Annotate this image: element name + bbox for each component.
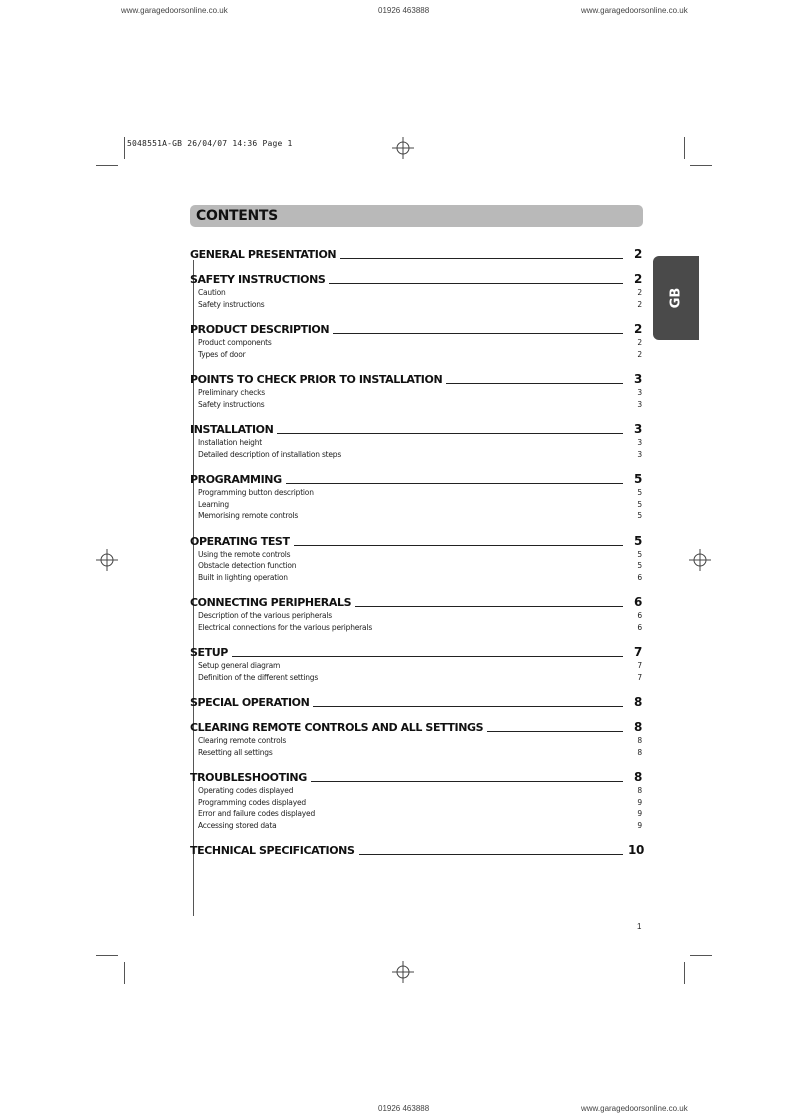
toc-subsection-label: Setup general diagram: [198, 661, 281, 670]
print-slug: 5048551A-GB 26/04/07 14:36 Page 1: [127, 139, 293, 148]
toc-subsection-page: 3: [637, 449, 642, 459]
toc-section-heading[interactable]: [190, 271, 642, 286]
toc-subsection-page: 2: [637, 288, 642, 297]
toc-subsection-page: 5: [637, 488, 642, 497]
crop-mark: [684, 962, 685, 984]
toc-leader-line: [277, 432, 623, 434]
toc-subsection-item[interactable]: [190, 623, 642, 635]
toc-subsection-item[interactable]: [190, 350, 642, 362]
toc-subsection-label: Programming button description: [198, 488, 314, 497]
toc-subsection-item[interactable]: [190, 786, 642, 798]
toc-section-heading[interactable]: [190, 644, 642, 659]
registration-mark-icon: [392, 137, 414, 159]
header-website-left: www.garagedoorsonline.co.uk: [121, 6, 228, 15]
crop-mark: [124, 962, 125, 984]
toc-subsection-page: 3: [637, 399, 642, 409]
toc-section-page: 2: [634, 322, 642, 336]
toc-subsection-item[interactable]: [190, 450, 642, 462]
toc-subsection-label: Accessing stored data: [198, 820, 277, 830]
toc-section-heading[interactable]: [190, 769, 642, 784]
toc-leader-line: [232, 655, 623, 657]
toc-subsection-list: [190, 438, 642, 461]
toc-subsection-label: Resetting all settings: [198, 747, 273, 757]
registration-mark-icon: [689, 549, 711, 571]
toc-section-heading[interactable]: [190, 594, 642, 609]
toc-subsection-label: Electrical connections for the various peripherals: [198, 622, 373, 632]
toc-section: [190, 246, 642, 261]
toc-leader-line: [446, 382, 623, 384]
toc-subsection-label: Caution: [198, 288, 226, 297]
toc-subsection-page: 3: [637, 388, 642, 397]
toc-subsection-label: Clearing remote controls: [198, 736, 287, 745]
toc-subsection-page: 5: [637, 549, 642, 559]
toc-subsection-page: 9: [637, 809, 642, 818]
toc-section-title: SETUP: [190, 646, 228, 659]
toc-section-title: GENERAL PRESENTATION: [190, 248, 337, 261]
toc-section: [190, 471, 642, 523]
toc-subsection-item[interactable]: [190, 288, 642, 300]
toc-subsection-list: [190, 338, 642, 361]
toc-section-page: 5: [634, 533, 642, 548]
toc-leader-line: [333, 332, 623, 334]
toc-subsection-item[interactable]: [190, 561, 642, 573]
toc-section-page: 8: [634, 770, 642, 784]
toc-subsection-item[interactable]: [190, 438, 642, 450]
table-of-contents: [190, 246, 642, 867]
toc-leader-line: [487, 730, 623, 732]
toc-section: [190, 694, 642, 709]
toc-subsection-page: 5: [637, 561, 642, 570]
toc-subsection-label: Installation height: [198, 438, 263, 447]
toc-subsection-label: Detailed description of installation steps: [198, 449, 342, 459]
header-website-right: www.garagedoorsonline.co.uk: [581, 6, 688, 15]
toc-section-page: 10: [628, 843, 644, 857]
toc-section-title: INSTALLATION: [190, 423, 274, 436]
toc-section: [190, 371, 642, 411]
toc-section-title: TECHNICAL SPECIFICATIONS: [190, 844, 355, 857]
toc-subsection-list: [190, 661, 642, 684]
toc-leader-line: [313, 705, 623, 707]
toc-section-page: 8: [634, 695, 642, 709]
toc-subsection-list: [190, 786, 642, 832]
toc-section-page: 5: [634, 472, 642, 486]
toc-subsection-label: Definition of the different settings: [198, 672, 319, 682]
toc-subsection-label: Safety instructions: [198, 299, 265, 309]
page-number: 1: [637, 922, 642, 931]
toc-section-title: SAFETY INSTRUCTIONS: [190, 273, 326, 286]
toc-section-heading[interactable]: [190, 694, 642, 709]
toc-leader-line: [294, 544, 623, 546]
toc-subsection-item[interactable]: [190, 673, 642, 685]
language-tab-label: GB: [668, 287, 684, 309]
crop-mark: [684, 137, 685, 159]
toc-leader-line: [329, 282, 623, 284]
language-tab: [653, 256, 699, 340]
toc-subsection-item[interactable]: [190, 550, 642, 562]
toc-subsection-item[interactable]: [190, 400, 642, 412]
toc-section-title: CLEARING REMOTE CONTROLS AND ALL SETTINGS: [190, 721, 484, 734]
toc-section: [190, 421, 642, 461]
toc-subsection-list: [190, 611, 642, 634]
toc-section-heading[interactable]: [190, 321, 642, 336]
toc-section: [190, 533, 642, 585]
registration-mark-icon: [392, 961, 414, 983]
toc-subsection-label: Description of the various peripherals: [198, 611, 332, 620]
toc-section: [190, 321, 642, 361]
toc-subsection-page: 2: [637, 349, 642, 359]
toc-subsection-list: [190, 388, 642, 411]
contents-header: [190, 205, 643, 227]
toc-subsection-list: [190, 550, 642, 585]
toc-subsection-page: 3: [637, 438, 642, 447]
toc-subsection-label: Obstacle detection function: [198, 561, 297, 570]
toc-subsection-page: 2: [637, 299, 642, 309]
toc-subsection-item[interactable]: [190, 821, 642, 833]
toc-section: [190, 644, 642, 684]
registration-mark-icon: [96, 549, 118, 571]
page-title: CONTENTS: [196, 208, 278, 224]
toc-subsection-label: Operating codes displayed: [198, 786, 294, 795]
toc-subsection-page: 7: [637, 672, 642, 682]
toc-subsection-page: 5: [637, 511, 642, 520]
toc-section-title: OPERATING TEST: [190, 534, 290, 548]
toc-section-title: PRODUCT DESCRIPTION: [190, 323, 330, 336]
toc-subsection-item[interactable]: [190, 500, 642, 512]
toc-subsection-item[interactable]: [190, 388, 642, 400]
toc-subsection-page: 5: [637, 499, 642, 509]
toc-subsection-item[interactable]: [190, 573, 642, 585]
toc-subsection-page: 9: [637, 797, 642, 807]
toc-subsection-label: Programming codes displayed: [198, 797, 306, 807]
toc-subsection-label: Product components: [198, 338, 272, 347]
toc-subsection-item[interactable]: [190, 338, 642, 350]
crop-mark: [96, 165, 118, 166]
crop-mark: [124, 137, 125, 159]
footer-website: www.garagedoorsonline.co.uk: [581, 1104, 688, 1113]
toc-section-title: PROGRAMMING: [190, 473, 282, 486]
toc-section-heading[interactable]: [190, 246, 642, 261]
toc-subsection-label: Learning: [198, 499, 229, 509]
toc-section-page: 2: [634, 247, 642, 261]
toc-subsection-page: 8: [637, 736, 642, 745]
toc-subsection-item[interactable]: [190, 488, 642, 500]
toc-section-title: SPECIAL OPERATION: [190, 696, 310, 709]
toc-subsection-list: [190, 488, 642, 523]
toc-subsection-item[interactable]: [190, 798, 642, 810]
toc-subsection-item[interactable]: [190, 809, 642, 821]
toc-section-heading[interactable]: [190, 842, 642, 857]
toc-subsection-page: 2: [637, 338, 642, 347]
toc-section-heading[interactable]: [190, 421, 642, 436]
toc-section-page: 3: [634, 372, 642, 386]
toc-section-heading[interactable]: [190, 471, 642, 486]
toc-subsection-label: Memorising remote controls: [198, 511, 299, 520]
toc-section: [190, 842, 642, 857]
toc-section-page: 3: [634, 422, 642, 436]
toc-section-page: 6: [634, 595, 642, 609]
footer-phone: 01926 463888: [378, 1104, 430, 1113]
toc-section-heading[interactable]: [190, 719, 642, 734]
toc-subsection-page: 7: [637, 661, 642, 670]
toc-section-title: POINTS TO CHECK PRIOR TO INSTALLATION: [190, 373, 443, 386]
toc-section: [190, 271, 642, 311]
toc-subsection-item[interactable]: [190, 736, 642, 748]
toc-subsection-list: [190, 288, 642, 311]
toc-subsection-item[interactable]: [190, 511, 642, 523]
toc-subsection-label: Safety instructions: [198, 399, 265, 409]
toc-subsection-label: Preliminary checks: [198, 388, 266, 397]
toc-section-page: 8: [634, 720, 642, 734]
toc-section-heading[interactable]: [190, 371, 642, 386]
toc-section-page: 7: [634, 645, 642, 659]
crop-mark: [96, 955, 118, 956]
toc-subsection-item[interactable]: [190, 300, 642, 312]
toc-subsection-label: Error and failure codes displayed: [198, 809, 316, 818]
toc-subsection-list: [190, 736, 642, 759]
crop-mark: [690, 165, 712, 166]
toc-leader-line: [359, 853, 624, 855]
toc-section-title: TROUBLESHOOTING: [190, 771, 307, 784]
toc-section-title: CONNECTING PERIPHERALS: [190, 596, 352, 609]
toc-section: [190, 719, 642, 759]
toc-leader-line: [340, 257, 623, 259]
toc-leader-line: [355, 605, 623, 607]
toc-subsection-item[interactable]: [190, 611, 642, 623]
toc-subsection-page: 6: [637, 611, 642, 620]
toc-subsection-item[interactable]: [190, 661, 642, 673]
header-phone: 01926 463888: [378, 6, 430, 15]
toc-subsection-page: 8: [637, 747, 642, 757]
toc-leader-line: [311, 780, 623, 782]
toc-section: [190, 769, 642, 832]
toc-subsection-page: 8: [637, 786, 642, 795]
crop-mark: [690, 955, 712, 956]
toc-leader-line: [286, 482, 623, 484]
toc-subsection-page: 9: [637, 820, 642, 830]
toc-subsection-page: 6: [637, 622, 642, 632]
toc-section-page: 2: [634, 272, 642, 286]
toc-subsection-label: Types of door: [198, 349, 246, 359]
toc-subsection-item[interactable]: [190, 748, 642, 760]
toc-section: [190, 594, 642, 634]
toc-section-heading[interactable]: [190, 533, 642, 548]
toc-subsection-page: 6: [637, 572, 642, 582]
toc-subsection-label: Built in lighting operation: [198, 572, 288, 582]
toc-subsection-label: Using the remote controls: [198, 549, 291, 559]
